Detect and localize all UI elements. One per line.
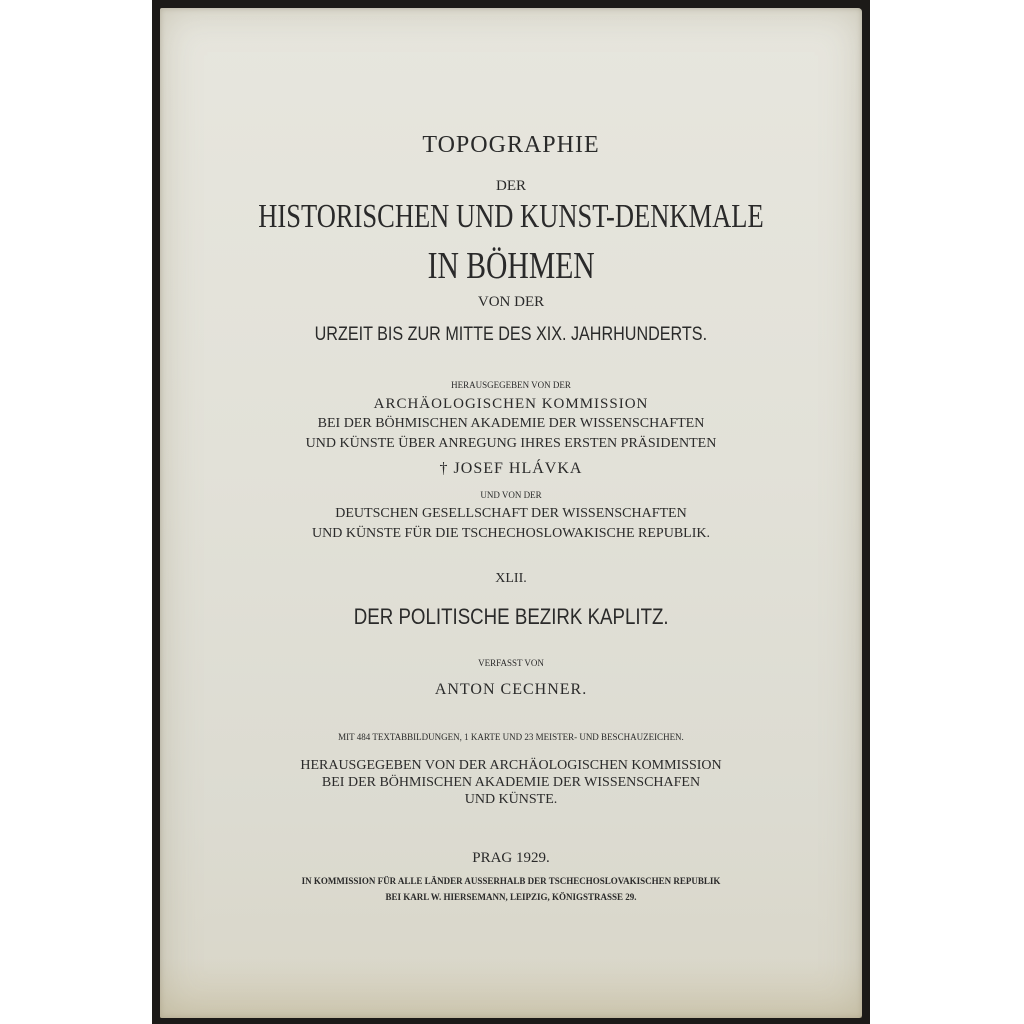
publisher-line-3: UND KÜNSTE ÜBER ANREGUNG IHRES ERSTEN PRÄSIDENTEN	[305, 436, 717, 451]
society-line-2: UND KÜNSTE FÜR DIE TSCHECHOSLOWAKISCHE REPUBLIK.	[312, 526, 710, 541]
title-von-der: VON DER	[477, 294, 545, 310]
title-region: IN BÖHMEN	[427, 245, 595, 287]
illustrations-note: MIT 484 TEXTABBILDUNGEN, 1 KARTE UND 23 MEISTER- UND BESCHAUZEICHEN.	[338, 732, 684, 742]
title-period: URZEIT BIS ZUR MITTE DES XIX. JAHRHUNDERTS.	[314, 324, 708, 345]
title-der: DER	[496, 178, 526, 194]
publisher-line-1: ARCHÄOLOGISCHEN KOMMISSION	[373, 396, 649, 412]
publisher-intro: HERAUSGEGEBEN VON DER	[451, 380, 571, 390]
publisher-line-2: BEI DER BÖHMISCHEN AKADEMIE DER WISSENSCHAFTEN	[317, 416, 705, 431]
imprint-line-1: IN KOMMISSION FÜR ALLE LÄNDER AUSSERHALB DER TSCHECHOSLOVAKISCHEN REPUBLIK	[301, 876, 721, 886]
edition-line-2: BEI DER BÖHMISCHEN AKADEMIE DER WISSENSCHAFEN	[321, 775, 701, 790]
and-from-label: UND VON DER	[480, 490, 542, 500]
imprint-city-year: PRAG 1929.	[472, 850, 550, 866]
author-name: ANTON CECHNER.	[434, 681, 588, 698]
book-cover	[160, 8, 862, 1018]
title-topographie: TOPOGRAPHIE	[422, 132, 600, 158]
founder-name: † JOSEF HLÁVKA	[439, 460, 583, 477]
volume-number: XLII.	[495, 571, 527, 586]
volume-title: DER POLITISCHE BEZIRK KAPLITZ.	[353, 604, 669, 629]
edition-line-3: UND KÜNSTE.	[464, 792, 558, 807]
cover-text	[160, 8, 862, 1018]
imprint-line-2: BEI KARL W. HIERSEMANN, LEIPZIG, KÖNIGSTRASSE 29.	[385, 892, 637, 902]
edition-line-1: HERAUSGEGEBEN VON DER ARCHÄOLOGISCHEN KOMMISSION	[300, 758, 722, 773]
society-line-1: DEUTSCHEN GESELLSCHAFT DER WISSENSCHAFTEN	[335, 506, 687, 521]
author-intro: VERFASST VON	[478, 658, 544, 668]
title-main: HISTORISCHEN UND KUNST-DENKMALE	[258, 198, 764, 235]
